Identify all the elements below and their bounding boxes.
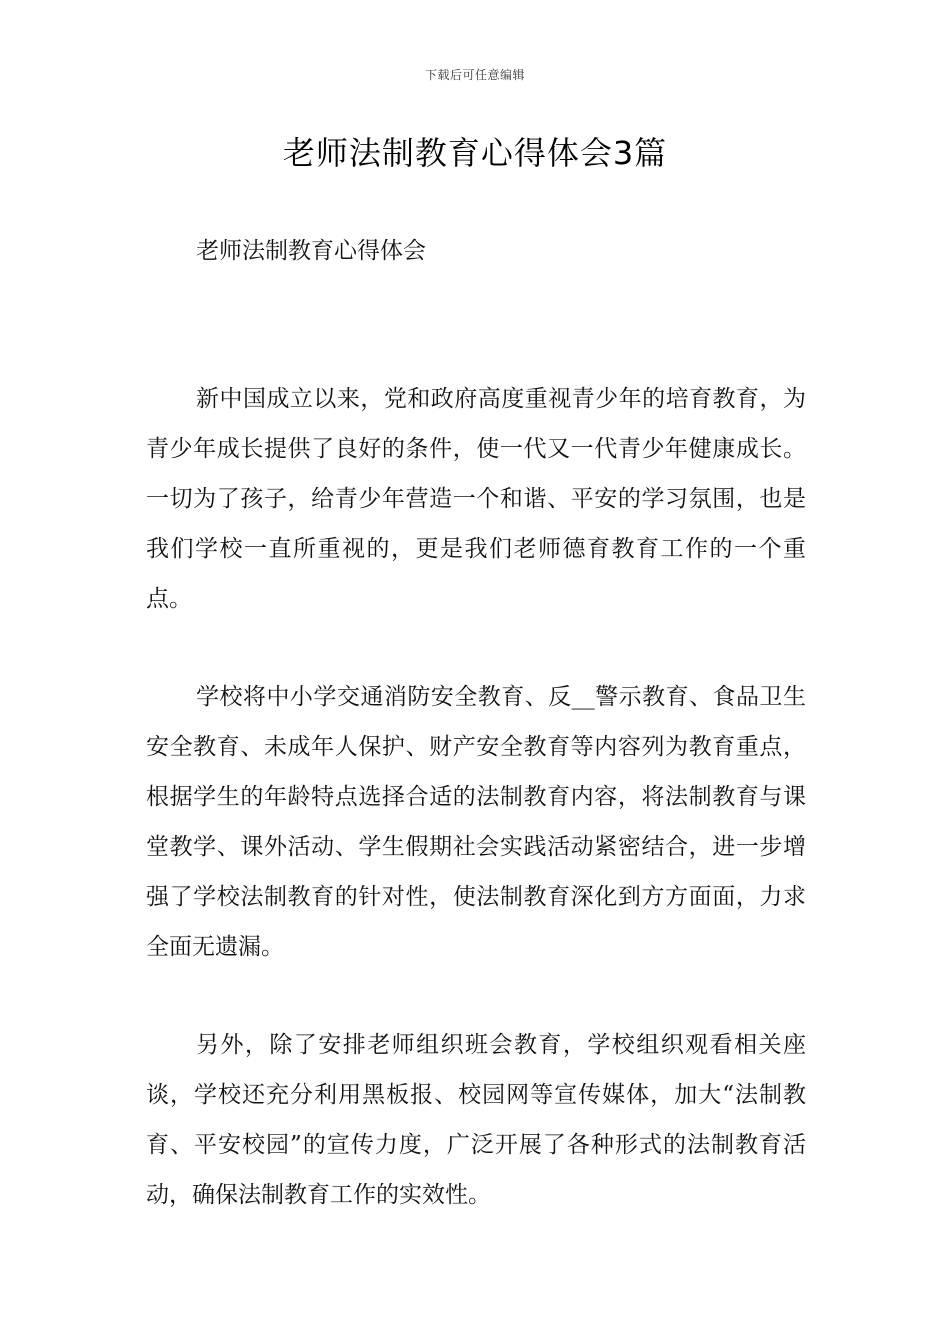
- header-note: 下载后可任意编辑: [424, 68, 525, 82]
- paragraph: 另外，除了安排老师组织班会教育，学校组织观看相关座谈，学校还充分利用黑板报、校园网等宣传媒体，加大“法制教育、平安校园”的宣传力度，广泛开展了各种形式的法制教育活动，确保法制教育工作的实效性。: [146, 1032, 806, 1208]
- paragraph-block-3: [146, 1020, 806, 1220]
- paragraph-block-1: [146, 374, 806, 624]
- paragraph-block-2: [146, 672, 806, 972]
- section-subtitle: 老师法制教育心得体会: [196, 238, 426, 264]
- document-title: 老师法制教育心得体会3篇: [282, 134, 668, 172]
- paragraph: 新中国成立以来，党和政府高度重视青少年的培育教育，为青少年成长提供了良好的条件，使一代又一代青少年健康成长。一切为了孩子，给青少年营造一个和谐、平安的学习氛围，也是我们学校一直所重视的，更是我们老师德育教育工作的一个重点。: [146, 386, 806, 612]
- paragraph: 学校将中小学交通消防安全教育、反__警示教育、食品卫生安全教育、未成年人保护、财产安全教育等内容列为教育重点，根据学生的年龄特点选择合适的法制教育内容，将法制教育与课堂教学、课外活动、学生假期社会实践活动紧密结合，进一步增强了学校法制教育的针对性，使法制教育深化到方方面面，力求全面无遗漏。: [146, 684, 806, 960]
